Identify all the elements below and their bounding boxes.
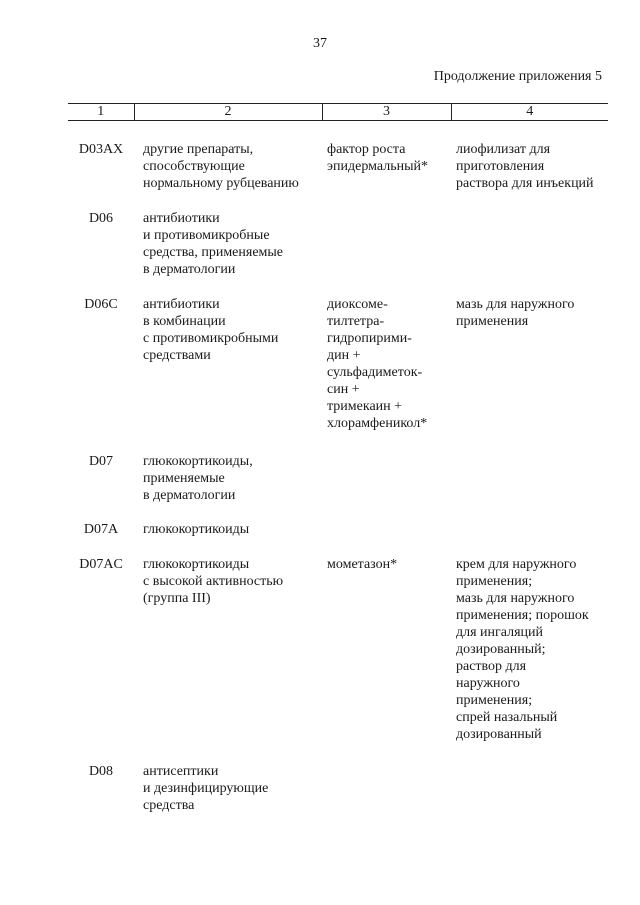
atc-code: D07A xyxy=(83,522,119,537)
continuation-title: Продолжение приложения 5 xyxy=(433,69,602,84)
anatomical-group: антисептики и дезинфицирующие средства xyxy=(143,764,269,813)
atc-code: D07AC xyxy=(79,557,123,572)
drug-name: фактор роста эпидермальный* xyxy=(327,142,428,174)
dosage-form: мазь для наружного применения xyxy=(456,297,575,329)
anatomical-group: другие препараты, способствующие нормальному рубцеванию xyxy=(143,142,299,191)
drug-name: диоксоме- тилтетра- гидропирими- дин + сульфадиметок- син + тримекаин + хлорамфеникол* xyxy=(327,297,428,431)
atc-code: D06 xyxy=(88,211,114,226)
dosage-form: крем для наружного применения; мазь для наружного применения; порошок для ингаляций дозированный; раствор для наружного применения; спрей назальный дозированный xyxy=(456,557,589,742)
atc-code: D06C xyxy=(84,297,118,312)
atc-code: D03AX xyxy=(78,142,124,157)
dosage-form: лиофилизат для приготовления раствора для инъекций xyxy=(456,142,594,191)
table-header xyxy=(68,103,608,121)
header-col-1: 1 xyxy=(68,104,134,121)
header-col-2: 2 xyxy=(134,104,322,121)
drug-name: мометазон* xyxy=(327,557,398,572)
anatomical-group: антибиотики и противомикробные средства, применяемые в дерматологии xyxy=(143,211,284,277)
anatomical-group: антибиотики в комбинации с противомикробными средствами xyxy=(143,297,279,363)
header-col-4: 4 xyxy=(451,104,608,121)
atc-code: D08 xyxy=(88,764,114,779)
page-number: 37 xyxy=(313,36,327,51)
anatomical-group: глюкокортикоиды xyxy=(143,522,250,537)
anatomical-group: глюкокортикоиды, применяемые в дерматологии xyxy=(143,454,253,503)
atc-code: D07 xyxy=(88,454,114,469)
header-col-3: 3 xyxy=(322,104,451,121)
anatomical-group: глюкокортикоиды с высокой активностью (группа III) xyxy=(143,557,284,606)
